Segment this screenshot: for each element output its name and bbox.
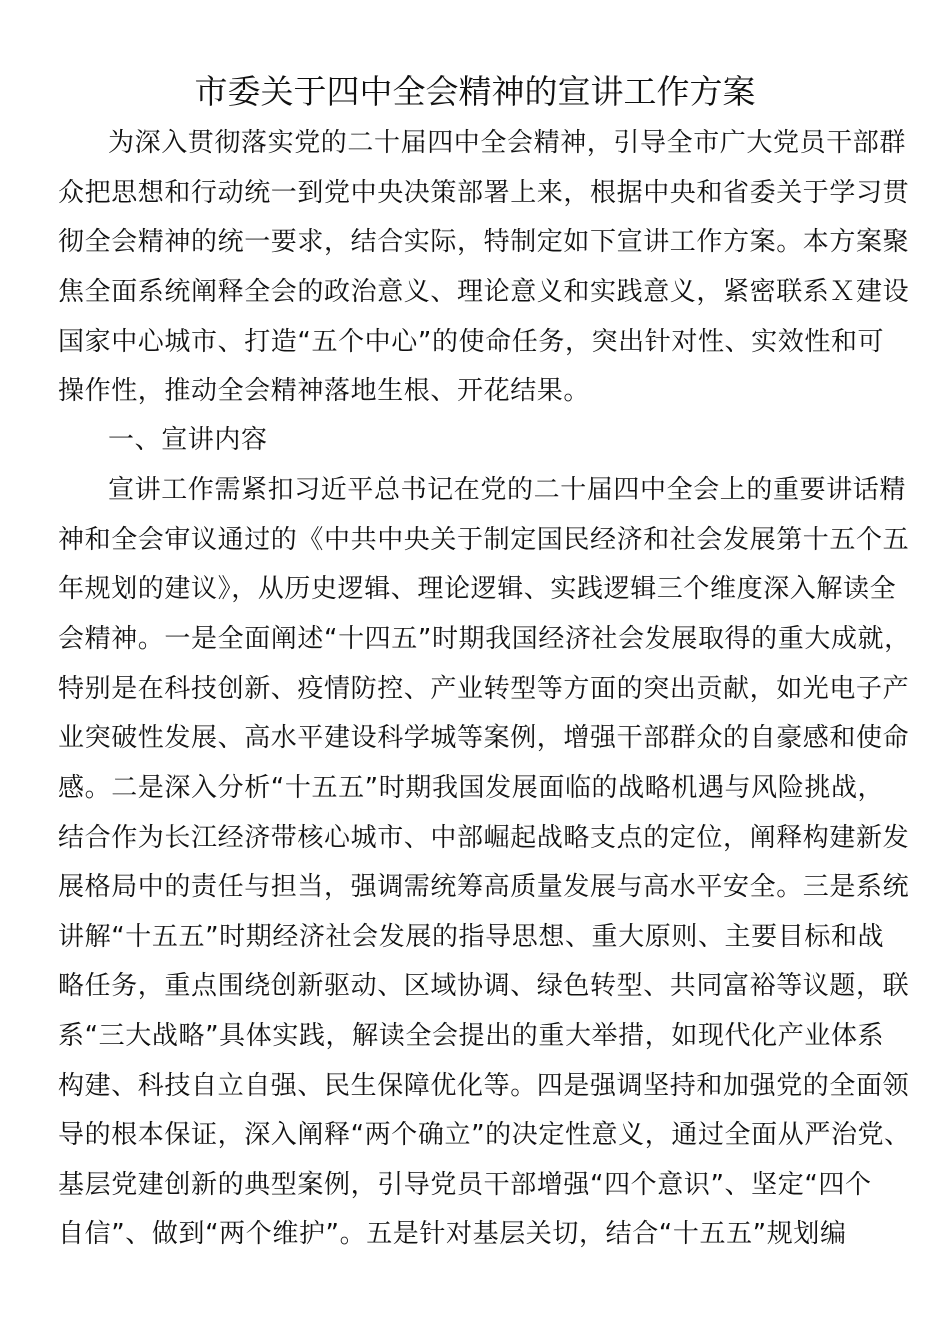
paragraph-line: 宣讲工作需紧扣习近平总书记在党的二十届四中全会上的重要讲话精 — [108, 475, 907, 505]
paragraph-line: 操作性，推动全会精神落地生根、开花结果。 — [58, 376, 591, 406]
document-title: 市委关于四中全会精神的宣讲工作方案 — [194, 72, 756, 111]
section-heading: 一、宣讲内容 — [108, 425, 268, 455]
paragraph-line: 神和全会审议通过的《中共中央关于制定国民经济和社会发展第十五个五 — [58, 525, 910, 555]
paragraph-line: 众把思想和行动统一到党中央决策部署上来，根据中央和省委关于学习贯 — [58, 178, 910, 208]
paragraph-line: 感。二是深入分析“十五五”时期我国发展面临的战略机遇与风险挑战， — [58, 773, 885, 803]
paragraph-line: 自信”、做到“两个维护”。五是针对基层关切，结合“十五五”规划编 — [58, 1219, 847, 1249]
paragraph-line: 国家中心城市、打造“五个中心”的使命任务，突出针对性、实效性和可 — [58, 327, 885, 357]
paragraph-line: 展格局中的责任与担当，强调需统筹高质量发展与高水平安全。三是系统 — [58, 872, 910, 902]
paragraph-line: 系“三大战略”具体实践，解读全会提出的重大举措，如现代化产业体系 — [58, 1021, 885, 1051]
paragraph-line: 焦全面系统阐释全会的政治意义、理论意义和实践意义，紧密联系Ｘ建设 — [58, 277, 910, 307]
paragraph-line: 会精神。一是全面阐述“十四五”时期我国经济社会发展取得的重大成就， — [58, 624, 911, 654]
paragraph-line: 结合作为长江经济带核心城市、中部崛起战略支点的定位，阐释构建新发 — [58, 823, 910, 853]
paragraph-line: 讲解“十五五”时期经济社会发展的指导思想、重大原则、主要目标和战 — [58, 922, 885, 952]
paragraph-line: 年规划的建议》，从历史逻辑、理论逻辑、实践逻辑三个维度深入解读全 — [58, 574, 897, 604]
paragraph-line: 业突破性发展、高水平建设科学城等案例，增强干部群众的自豪感和使命 — [58, 723, 910, 753]
paragraph-line: 构建、科技自立自强、民生保障优化等。四是强调坚持和加强党的全面领 — [58, 1071, 910, 1101]
paragraph-line: 彻全会精神的统一要求，结合实际，特制定如下宣讲工作方案。本方案聚 — [58, 227, 910, 257]
paragraph-line: 为深入贯彻落实党的二十届四中全会精神，引导全市广大党员干部群 — [108, 128, 907, 158]
paragraph-line: 略任务，重点围绕创新驱动、区域协调、绿色转型、共同富裕等议题，联 — [58, 971, 910, 1001]
paragraph-line: 特别是在科技创新、疫情防控、产业转型等方面的突出贡献，如光电子产 — [58, 674, 910, 704]
paragraph-line: 导的根本保证，深入阐释“两个确立”的决定性意义，通过全面从严治党、 — [58, 1120, 911, 1150]
paragraph-line: 基层党建创新的典型案例，引导党员干部增强“四个意识”、坚定“四个 — [58, 1170, 872, 1200]
